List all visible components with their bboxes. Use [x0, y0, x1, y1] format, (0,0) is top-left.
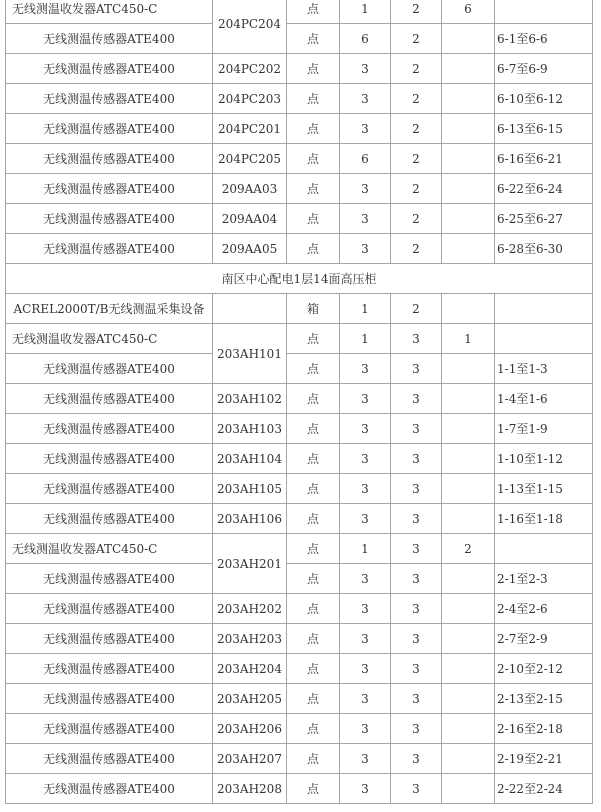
column-6-cell — [442, 504, 495, 534]
section-title-row — [6, 264, 593, 294]
column-5-cell: 3 — [391, 534, 442, 564]
unit-cell: 点 — [287, 204, 340, 234]
cabinet-code-cell: 209AA03 — [213, 174, 287, 204]
device-name-cell: 无线测温收发器ATC450-C — [6, 0, 213, 24]
unit-cell: 点 — [287, 504, 340, 534]
column-6-cell — [442, 354, 495, 384]
range-cell: 2-1至2-3 — [495, 564, 593, 594]
range-cell: 1-13至1-15 — [495, 474, 593, 504]
device-name-cell: 无线测温传感器ATE400 — [6, 564, 213, 594]
cabinet-code-cell: 203AH204 — [213, 654, 287, 684]
column-5-cell: 2 — [391, 24, 442, 54]
table-row — [6, 294, 593, 324]
column-5-cell: 3 — [391, 474, 442, 504]
unit-cell: 点 — [287, 774, 340, 804]
table-row — [6, 114, 593, 144]
quantity-cell: 3 — [340, 204, 391, 234]
quantity-cell: 3 — [340, 774, 391, 804]
unit-cell: 点 — [287, 744, 340, 774]
quantity-cell: 1 — [340, 534, 391, 564]
column-5-cell: 3 — [391, 504, 442, 534]
device-name-cell: 无线测温传感器ATE400 — [6, 684, 213, 714]
column-5-cell: 2 — [391, 204, 442, 234]
table-row — [6, 24, 593, 54]
table-row — [6, 444, 593, 474]
unit-cell: 点 — [287, 0, 340, 24]
table-row — [6, 84, 593, 114]
quantity-cell: 3 — [340, 744, 391, 774]
column-6-cell — [442, 684, 495, 714]
column-5-cell: 3 — [391, 324, 442, 354]
quantity-cell: 3 — [340, 714, 391, 744]
table-row — [6, 174, 593, 204]
column-5-cell: 3 — [391, 564, 442, 594]
cabinet-code-cell: 203AH106 — [213, 504, 287, 534]
table-row — [6, 744, 593, 774]
quantity-cell: 3 — [340, 474, 391, 504]
quantity-cell: 6 — [340, 24, 391, 54]
range-cell: 1-4至1-6 — [495, 384, 593, 414]
table-row — [6, 654, 593, 684]
quantity-cell: 3 — [340, 354, 391, 384]
cabinet-code-cell: 209AA04 — [213, 204, 287, 234]
table-row — [6, 414, 593, 444]
range-cell: 2-19至2-21 — [495, 744, 593, 774]
cabinet-code-cell: 204PC201 — [213, 114, 287, 144]
column-6-cell — [442, 774, 495, 804]
cabinet-code-cell: 203AH101 — [213, 324, 287, 384]
column-6-cell — [442, 594, 495, 624]
column-5-cell: 3 — [391, 414, 442, 444]
table-row — [6, 594, 593, 624]
cabinet-code-cell: 209AA05 — [213, 234, 287, 264]
column-6-cell — [442, 444, 495, 474]
column-6-cell — [442, 654, 495, 684]
quantity-cell: 1 — [340, 324, 391, 354]
column-6-cell — [442, 624, 495, 654]
column-5-cell: 3 — [391, 384, 442, 414]
quantity-cell: 1 — [340, 0, 391, 24]
unit-cell: 点 — [287, 654, 340, 684]
cabinet-code-cell: 203AH104 — [213, 444, 287, 474]
cabinet-code-cell: 203AH203 — [213, 624, 287, 654]
device-name-cell: 无线测温传感器ATE400 — [6, 354, 213, 384]
column-6-cell — [442, 84, 495, 114]
table-row — [6, 474, 593, 504]
device-name-cell: 无线测温传感器ATE400 — [6, 114, 213, 144]
column-5-cell: 2 — [391, 0, 442, 24]
quantity-cell: 3 — [340, 624, 391, 654]
unit-cell: 点 — [287, 594, 340, 624]
range-cell: 6-22至6-24 — [495, 174, 593, 204]
device-name-cell: 无线测温传感器ATE400 — [6, 444, 213, 474]
unit-cell: 点 — [287, 534, 340, 564]
unit-cell: 点 — [287, 24, 340, 54]
range-cell: 2-10至2-12 — [495, 654, 593, 684]
quantity-cell: 3 — [340, 684, 391, 714]
device-name-cell: 无线测温传感器ATE400 — [6, 204, 213, 234]
quantity-cell: 3 — [340, 414, 391, 444]
device-name-cell: 无线测温传感器ATE400 — [6, 504, 213, 534]
column-5-cell: 3 — [391, 714, 442, 744]
column-5-cell: 3 — [391, 774, 442, 804]
range-cell — [495, 294, 593, 324]
column-6-cell: 6 — [442, 0, 495, 24]
range-cell: 6-25至6-27 — [495, 204, 593, 234]
range-cell — [495, 534, 593, 564]
device-name-cell: 无线测温传感器ATE400 — [6, 84, 213, 114]
device-name-cell: 无线测温传感器ATE400 — [6, 714, 213, 744]
device-name-cell: 无线测温传感器ATE400 — [6, 174, 213, 204]
column-5-cell: 3 — [391, 654, 442, 684]
section-title: 南区中心配电1层14面高压柜 — [6, 264, 593, 294]
column-6-cell — [442, 414, 495, 444]
range-cell — [495, 0, 593, 24]
device-name-cell: 无线测温传感器ATE400 — [6, 594, 213, 624]
column-5-cell: 2 — [391, 84, 442, 114]
unit-cell: 点 — [287, 174, 340, 204]
table-row — [6, 204, 593, 234]
table-row — [6, 144, 593, 174]
range-cell: 1-7至1-9 — [495, 414, 593, 444]
range-cell: 6-28至6-30 — [495, 234, 593, 264]
cabinet-code-cell: 203AH202 — [213, 594, 287, 624]
quantity-cell: 3 — [340, 504, 391, 534]
unit-cell: 点 — [287, 684, 340, 714]
cabinet-code-cell: 203AH105 — [213, 474, 287, 504]
cabinet-code-cell: 203AH102 — [213, 384, 287, 414]
column-6-cell — [442, 204, 495, 234]
column-5-cell: 2 — [391, 234, 442, 264]
cabinet-code-cell: 204PC205 — [213, 144, 287, 174]
column-5-cell: 3 — [391, 624, 442, 654]
device-name-cell: 无线测温收发器ATC450-C — [6, 534, 213, 564]
column-6-cell — [442, 294, 495, 324]
unit-cell: 箱 — [287, 294, 340, 324]
range-cell: 1-16至1-18 — [495, 504, 593, 534]
unit-cell: 点 — [287, 384, 340, 414]
column-6-cell — [442, 24, 495, 54]
unit-cell: 点 — [287, 144, 340, 174]
unit-cell: 点 — [287, 324, 340, 354]
unit-cell: 点 — [287, 114, 340, 144]
range-cell: 2-16至2-18 — [495, 714, 593, 744]
unit-cell: 点 — [287, 354, 340, 384]
quantity-cell: 6 — [340, 144, 391, 174]
column-5-cell: 3 — [391, 684, 442, 714]
device-name-cell: 无线测温收发器ATC450-C — [6, 324, 213, 354]
table-row — [6, 54, 593, 84]
device-name-cell: 无线测温传感器ATE400 — [6, 144, 213, 174]
cabinet-code-cell: 203AH208 — [213, 774, 287, 804]
range-cell: 6-7至6-9 — [495, 54, 593, 84]
device-table — [5, 0, 593, 804]
column-6-cell — [442, 714, 495, 744]
quantity-cell: 3 — [340, 174, 391, 204]
cabinet-code-cell: 203AH103 — [213, 414, 287, 444]
cabinet-code-cell: 203AH201 — [213, 534, 287, 594]
unit-cell: 点 — [287, 414, 340, 444]
unit-cell: 点 — [287, 54, 340, 84]
quantity-cell: 3 — [340, 384, 391, 414]
range-cell — [495, 324, 593, 354]
quantity-cell: 3 — [340, 234, 391, 264]
range-cell: 2-13至2-15 — [495, 684, 593, 714]
cabinet-code-cell: 204PC204 — [213, 0, 287, 54]
table-row — [6, 384, 593, 414]
column-5-cell: 2 — [391, 114, 442, 144]
column-6-cell — [442, 384, 495, 414]
device-name-cell: 无线测温传感器ATE400 — [6, 414, 213, 444]
quantity-cell: 1 — [340, 294, 391, 324]
column-5-cell: 3 — [391, 594, 442, 624]
table-row — [6, 324, 593, 354]
unit-cell: 点 — [287, 714, 340, 744]
device-name-cell: 无线测温传感器ATE400 — [6, 624, 213, 654]
table-row — [6, 354, 593, 384]
range-cell: 1-10至1-12 — [495, 444, 593, 474]
cabinet-code-cell: 203AH205 — [213, 684, 287, 714]
range-cell: 6-1至6-6 — [495, 24, 593, 54]
column-6-cell — [442, 54, 495, 84]
table-row — [6, 0, 593, 24]
column-6-cell — [442, 744, 495, 774]
column-6-cell — [442, 174, 495, 204]
quantity-cell: 3 — [340, 594, 391, 624]
quantity-cell: 3 — [340, 114, 391, 144]
device-name-cell: 无线测温传感器ATE400 — [6, 54, 213, 84]
table-row — [6, 564, 593, 594]
column-6-cell — [442, 234, 495, 264]
table-row — [6, 234, 593, 264]
column-5-cell: 3 — [391, 744, 442, 774]
device-name-cell: 无线测温传感器ATE400 — [6, 24, 213, 54]
column-6-cell — [442, 564, 495, 594]
column-5-cell: 2 — [391, 144, 442, 174]
unit-cell: 点 — [287, 474, 340, 504]
device-name-cell: 无线测温传感器ATE400 — [6, 654, 213, 684]
cabinet-code-cell — [213, 294, 287, 324]
cabinet-code-cell: 203AH206 — [213, 714, 287, 744]
range-cell: 1-1至1-3 — [495, 354, 593, 384]
cabinet-code-cell: 203AH207 — [213, 744, 287, 774]
column-5-cell: 2 — [391, 54, 442, 84]
column-5-cell: 3 — [391, 354, 442, 384]
unit-cell: 点 — [287, 84, 340, 114]
device-name-cell: 无线测温传感器ATE400 — [6, 234, 213, 264]
unit-cell: 点 — [287, 444, 340, 474]
table-row — [6, 534, 593, 564]
quantity-cell: 3 — [340, 54, 391, 84]
column-6-cell — [442, 144, 495, 174]
quantity-cell: 3 — [340, 444, 391, 474]
column-6-cell: 1 — [442, 324, 495, 354]
column-5-cell: 3 — [391, 444, 442, 474]
quantity-cell: 3 — [340, 654, 391, 684]
table-row — [6, 504, 593, 534]
cabinet-code-cell: 204PC203 — [213, 84, 287, 114]
device-name-cell: 无线测温传感器ATE400 — [6, 744, 213, 774]
range-cell: 6-13至6-15 — [495, 114, 593, 144]
range-cell: 6-10至6-12 — [495, 84, 593, 114]
unit-cell: 点 — [287, 564, 340, 594]
column-6-cell — [442, 474, 495, 504]
unit-cell: 点 — [287, 624, 340, 654]
device-name-cell: 无线测温传感器ATE400 — [6, 384, 213, 414]
table-row — [6, 714, 593, 744]
column-5-cell: 2 — [391, 174, 442, 204]
quantity-cell: 3 — [340, 84, 391, 114]
table-row — [6, 624, 593, 654]
range-cell: 2-22至2-24 — [495, 774, 593, 804]
column-5-cell: 2 — [391, 294, 442, 324]
unit-cell: 点 — [287, 234, 340, 264]
device-name-cell: ACREL2000T/B无线测温采集设备 — [6, 294, 213, 324]
range-cell: 6-16至6-21 — [495, 144, 593, 174]
table-row — [6, 774, 593, 804]
cabinet-code-cell: 204PC202 — [213, 54, 287, 84]
column-6-cell — [442, 114, 495, 144]
range-cell: 2-7至2-9 — [495, 624, 593, 654]
table-row — [6, 684, 593, 714]
quantity-cell: 3 — [340, 564, 391, 594]
device-name-cell: 无线测温传感器ATE400 — [6, 774, 213, 804]
range-cell: 2-4至2-6 — [495, 594, 593, 624]
column-6-cell: 2 — [442, 534, 495, 564]
device-name-cell: 无线测温传感器ATE400 — [6, 474, 213, 504]
